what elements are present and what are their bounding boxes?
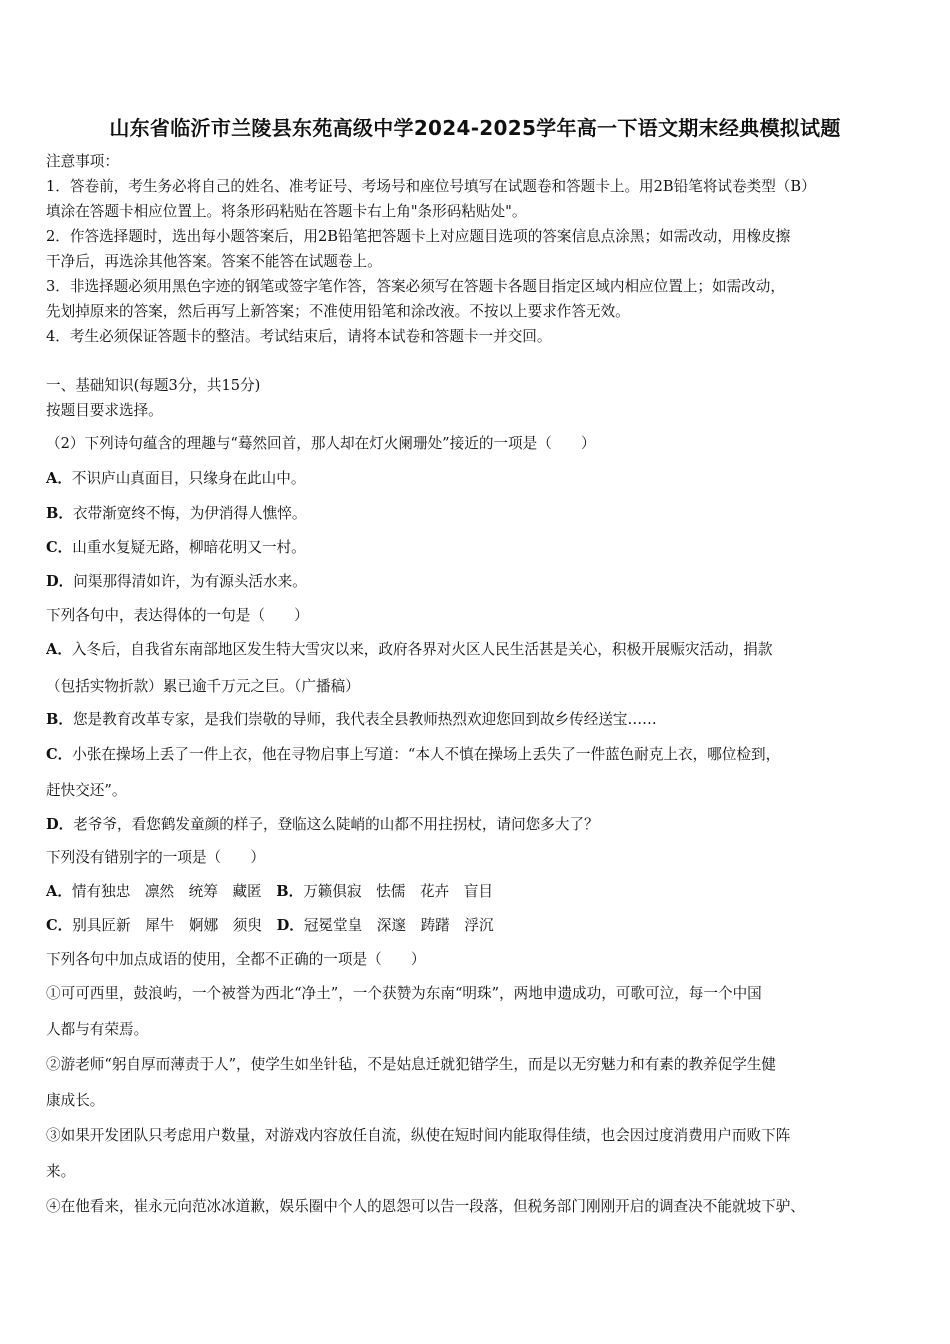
question-item: ①可可西里，鼓浪屿，一个被誉为西北“净土”，一个获赞为东南“明珠”，两地申遗成功，可歌可泣，每一个中国 <box>46 985 762 1002</box>
option-label: C． <box>46 917 73 934</box>
question-option <box>46 710 657 730</box>
question-option <box>46 572 307 592</box>
option-text: 不识庐山真面目，只缘身在此山中。 <box>71 470 306 487</box>
notice-line: 填涂在答题卡相应位置上。将条形码粘贴在答题卡右上角"条形码粘贴处"。 <box>46 203 527 220</box>
option-text: 小张在操场上丢了一件上衣，他在寻物启事上写道：“本人不慎在操场上丢失了一件蓝色耐克上衣，哪位检到， <box>72 746 781 763</box>
question-item: ②游老师“躬自厚而薄责于人”，使学生如坐针毡，不是姑息迁就犯错学生，而是以无穷魅力和有素的教养促学生健 <box>46 1056 777 1073</box>
option-label: D． <box>276 917 304 934</box>
option-text: 老爷爷，看您鹤发童颜的样子，登临这么陡峭的山都不用拄拐杖，请问您多大了？ <box>73 816 599 833</box>
notice-line: 先划掉原来的答案，然后再写上新答案；不准使用铅笔和涂改液。不按以上要求作答无效。 <box>46 303 630 320</box>
notice-line: 2．作答选择题时，选出每小题答案后，用2B铅笔把答题卡上对应题目选项的答案信息点涂黑；如需改动，用橡皮擦 <box>46 228 791 245</box>
notice-line: 1．答卷前，考生务必将自己的姓名、准考证号、考场号和座位号填写在试题卷和答题卡上。用2B铅笔将试卷类型（B） <box>46 178 816 195</box>
option-continuation: （包括实物折款）累已逾千万元之巨。（广播稿） <box>46 678 360 695</box>
option-text: 别具匠新 犀牛 婀娜 须臾 <box>72 917 262 934</box>
question-option <box>46 469 305 489</box>
option-text: 情有独忠 凛然 统筹 藏匿 <box>71 883 262 900</box>
option-label: A． <box>46 641 72 658</box>
question-option <box>46 815 599 835</box>
notice-heading: 注意事项： <box>46 153 119 170</box>
question-item-continuation: 来。 <box>46 1163 76 1180</box>
question-stem: （2）下列诗句蕴含的理趣与“蓦然回首，那人却在灯火阑珊处”接近的一项是（ ） <box>46 435 596 452</box>
option-label: D． <box>46 573 74 590</box>
option-text: 冠冕堂皇 深邃 踌躇 浮沉 <box>303 917 494 934</box>
notice-line: 3．非选择题必须用黑色字迹的钢笔或签字笔作答，答案必须写在答题卡各题目指定区域内相应位置上；如需改动， <box>46 278 785 295</box>
option-text: 万籁俱寂 怯儒 花卉 盲目 <box>303 883 493 900</box>
option-label: A． <box>46 883 72 900</box>
option-label: B． <box>276 883 304 900</box>
section-instruction: 按题目要求选择。 <box>46 402 163 419</box>
notice-line: 4．考生必须保证答题卡的整洁。考试结束后，请将本试卷和答题卡一并交回。 <box>46 328 552 345</box>
option-label: C． <box>46 746 73 763</box>
page-title: 山东省临沂市兰陵县东苑高级中学2024-2025学年高一下语文期末经典模拟试题 <box>109 116 841 140</box>
option-label: B． <box>46 505 73 522</box>
question-item-continuation: 人都与有荣焉。 <box>46 1021 149 1038</box>
option-label: A． <box>46 470 72 487</box>
question-stem: 下列各句中加点成语的使用，全都不正确的一项是（ ） <box>46 951 426 968</box>
question-item: ④在他看来，崔永元向范冰冰道歉，娱乐圈中个人的恩怨可以告一段落，但税务部门刚刚开启的调查决不能就坡下驴、 <box>46 1198 805 1215</box>
question-option <box>46 538 306 558</box>
question-item-continuation: 康成长。 <box>46 1092 105 1109</box>
section-heading: 一、基础知识(每题3分，共15分) <box>46 377 261 394</box>
option-text: 问渠那得清如许，为有源头活水来。 <box>73 573 307 590</box>
question-option-row <box>46 916 494 936</box>
question-option <box>46 745 780 765</box>
option-label: C． <box>46 539 73 556</box>
option-label: D． <box>46 816 74 833</box>
option-text: 入冬后，自我省东南部地区发生特大雪灾以来，政府各界对火区人民生活甚是关心，积极开展赈灾活动，捐款 <box>71 641 773 658</box>
question-stem: 下列各句中，表达得体的一句是（ ） <box>46 607 309 624</box>
option-label: B． <box>46 711 73 728</box>
question-stem: 下列没有错别字的一项是（ ） <box>46 849 265 866</box>
question-option-row <box>46 882 493 902</box>
question-option <box>46 640 772 660</box>
option-continuation: 赶快交还”。 <box>46 782 127 799</box>
option-text: 山重水复疑无路，柳暗花明又一村。 <box>72 539 306 556</box>
notice-line: 干净后，再选涂其他答案。答案不能答在试题卷上。 <box>46 253 382 270</box>
question-option <box>46 504 306 524</box>
option-text: 您是教育改革专家，是我们崇敬的导师，我代表全县教师热烈欢迎您回到故乡传经送宝…… <box>72 711 657 728</box>
option-text: 衣带渐宽终不悔，为伊消得人憔悴。 <box>72 505 307 522</box>
question-item: ③如果开发团队只考虑用户数量，对游戏内容放任自流，纵使在短时间内能取得佳绩，也会因过度消费用户而败下阵 <box>46 1127 791 1144</box>
